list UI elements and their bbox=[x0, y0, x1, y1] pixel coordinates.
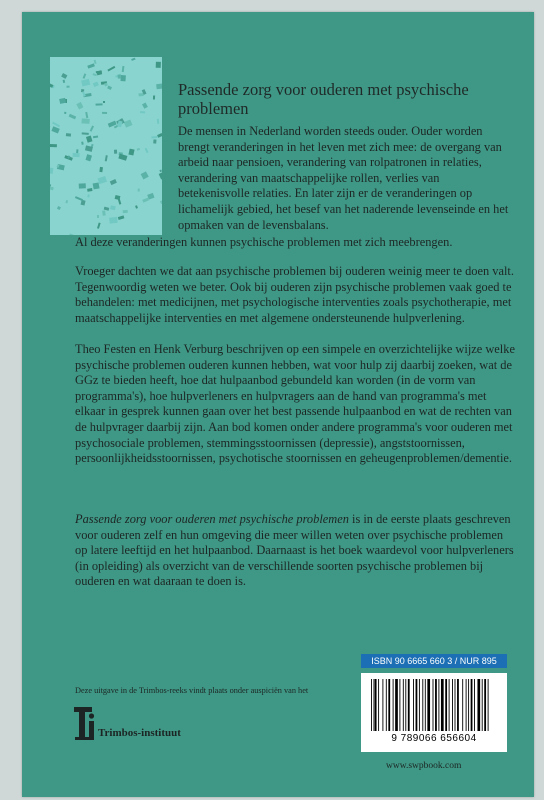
trimbos-logo bbox=[74, 707, 96, 754]
trimbos-logo-icon bbox=[74, 707, 96, 749]
audience-paragraph-title: Passende zorg voor ouderen met psychische problemen bbox=[75, 512, 349, 526]
audience-paragraph-text: is in de eerste plaats geschreven voor ouderen zelf en hun omgeving die meer willen weten over psychische problemen op latere leeftijd en het hulpaanbod. Daarnaast is het boek waardevol voor hulpverleners (in opleiding) als overzicht van de verschillende soorten psychische problemen bij ouderen en wat daaraan te doen is. bbox=[75, 512, 514, 589]
audience-paragraph bbox=[75, 512, 515, 590]
publisher-url: www.swpbook.com bbox=[386, 761, 462, 771]
barcode bbox=[361, 673, 507, 752]
intro-paragraph-end: Al deze veranderingen kunnen psychische problemen met zich meebrengen. bbox=[75, 235, 453, 249]
intro-paragraph: De mensen in Nederland worden steeds ouder. Ouder worden brengt veranderingen in het leven met zich mee: de overgang van arbeid naar pensioen, verandering van rolpatronen in relaties, verandering van maatschappelijke rollen, verlies van betekenisvolle relaties. En later zijn er de veranderingen op lichamelijk gebied, het besef van het naderende levenseinde en het opmaken van de levensbalans. bbox=[178, 124, 509, 232]
treatment-paragraph: Vroeger dachten we dat aan psychische problemen bij ouderen weinig meer te doen valt. Tegenwoordig weten we beter. Ook bij ouderen zijn psychische problemen vaak goed te behandelen: met medicijnen, met psychologische interventies zoals psychotherapie, met maatschappelijke interventies en met algemene ondersteunende hulpverlening. bbox=[75, 264, 514, 325]
book-title: Passende zorg voor ouderen met psychische problemen bbox=[178, 80, 469, 118]
trimbos-name: Trimbos-instituut bbox=[98, 727, 181, 739]
mosaic-decoration bbox=[50, 57, 162, 235]
footnote: Deze uitgave in de Trimbos-reeks vindt plaats onder auspiciën van het bbox=[75, 686, 309, 695]
isbn-label: ISBN 90 6665 660 3 / NUR 895 bbox=[361, 654, 507, 668]
authors-paragraph: Theo Festen en Henk Verburg beschrijven op een simpele en overzichtelijke wijze welke psychische problemen ouderen kunnen hebben, wat voor hulp zij daarbij zoeken, wat de GGz te bieden heeft, hoe dat hulpaanbod gebundeld kan worden (in de vorm van programma's), hoe hulpverleners en hulpvragers aan de hand van programma's met elkaar in gesprek kunnen gaan over het best passende hulpaanbod en wat de rechten van de hulpvrager daarbij zijn. Aan bod komen onder andere programma's voor ouderen met psychosociale problemen, stemmingsstoornissen (depressie), angststoornissen, persoonlijkheidsstoornissen, psychotische stoornissen en geheugenproblemen/dementie. bbox=[75, 342, 515, 466]
barcode-number: 9 789066 656604 bbox=[391, 733, 477, 744]
barcode-bars bbox=[369, 679, 499, 731]
